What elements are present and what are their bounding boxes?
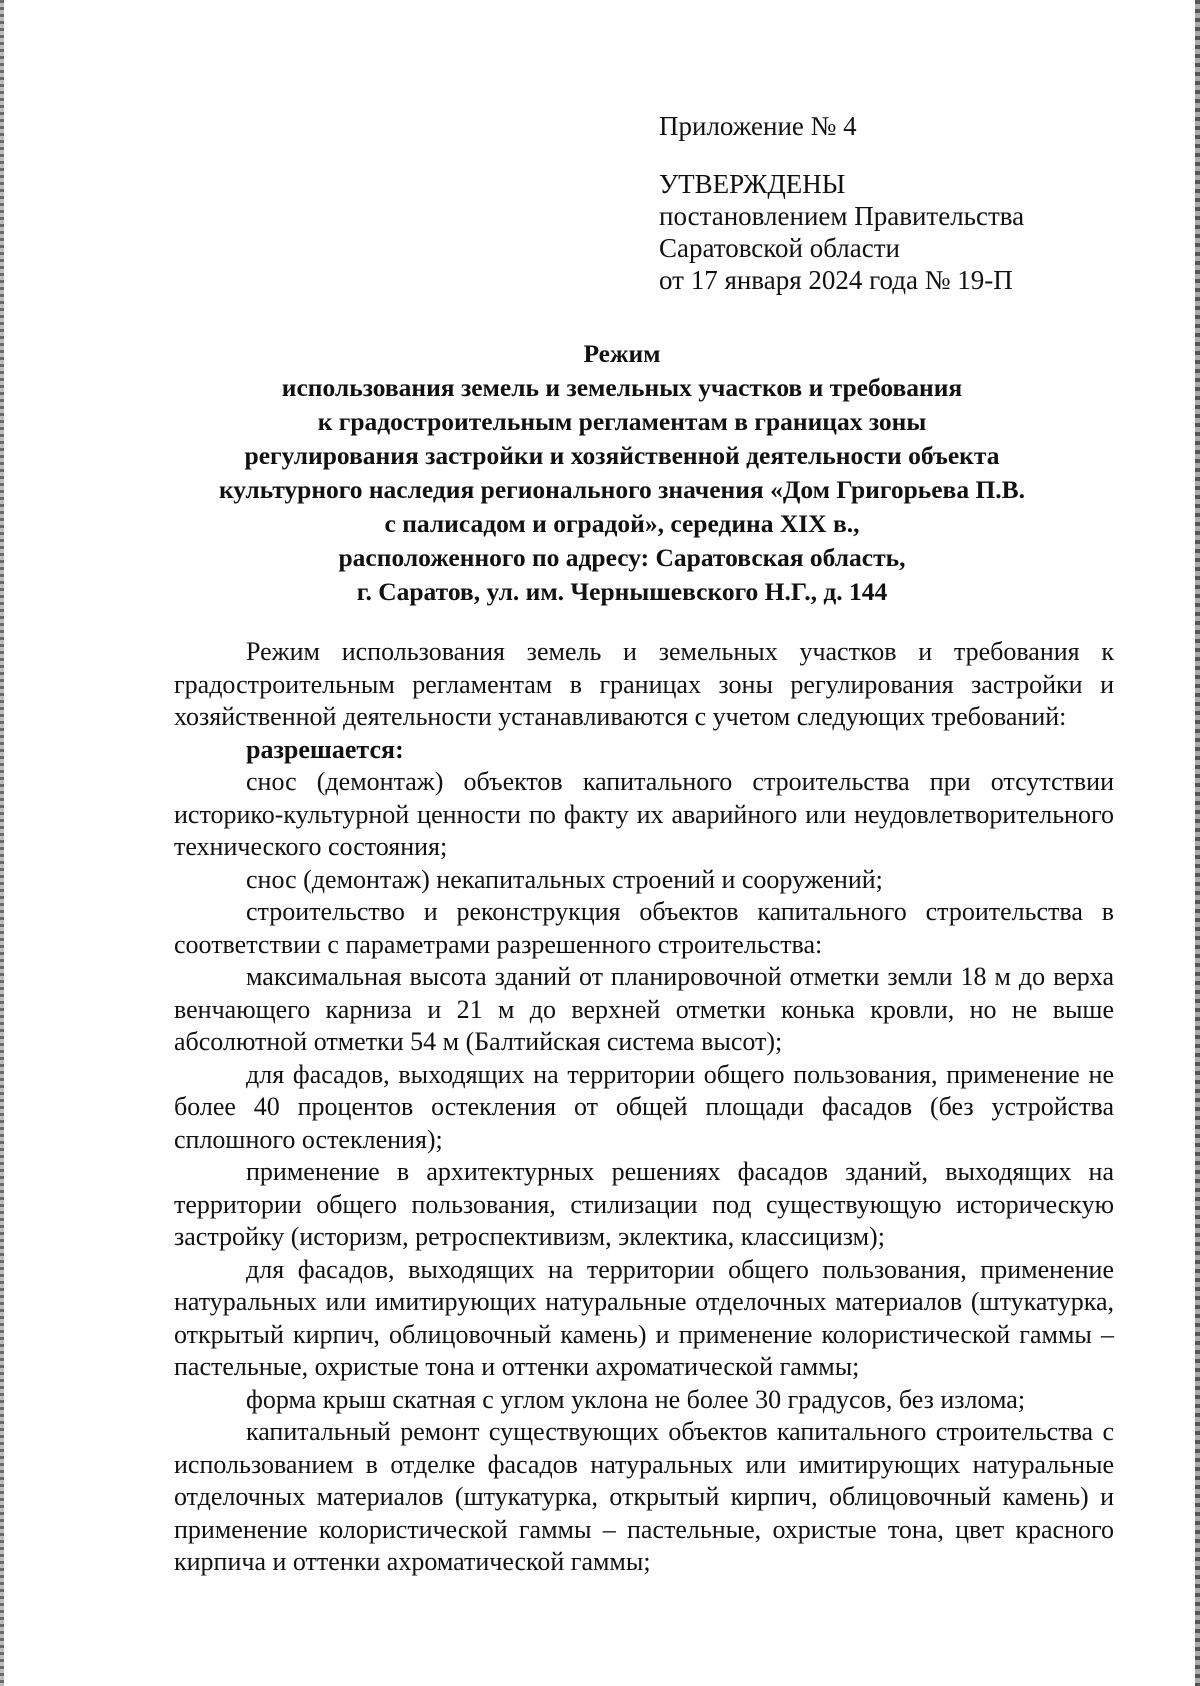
approval-date: от 17 января 2024 года № 19-П xyxy=(659,265,1013,295)
scan-edge-right xyxy=(1195,0,1200,1686)
body-paragraph: форма крыш скатная с углом уклона не более 30 градусов, без излома; xyxy=(246,1384,1026,1414)
title-line: с палисадом и оградой», середина XIX в., xyxy=(384,509,860,538)
title-line: использования земель и земельных участков и требования xyxy=(281,373,963,402)
body-paragraph: для фасадов, выходящих на территории общего пользования, применение натуральных или имитирующих натуральные отделочных материалов (штукатурка, открытый кирпич, облицовочный камень) и применение колористической гаммы – пастельные, охристые тона и оттенки ахроматической гаммы; xyxy=(174,1254,1114,1381)
body-paragraph: строительство и реконструкция объектов капитального строительства в соответствии с параметрами разрешенного строительства: xyxy=(174,897,1114,959)
body-paragraph: для фасадов, выходящих на территории общего пользования, применение не более 40 процентов остекления от общей площади фасадов (без устройства сплошного остекления); xyxy=(174,1059,1114,1154)
title-line: регулирования застройки и хозяйственной деятельности объекта xyxy=(244,441,1000,470)
title-line: расположенного по адресу: Саратовская область, xyxy=(338,543,906,572)
approval-line: постановлением Правительства xyxy=(659,201,1025,231)
body-paragraph: снос (демонтаж) объектов капитального строительства при отсутствии историко-культурной ценности по факту их аварийного или неудовлетворительного технического состояния; xyxy=(174,767,1114,861)
body-paragraph: максимальная высота зданий от планировочной отметки земли 18 м до верха венчающего карниза и 21 м до верхней отметки конька кровли, но не выше абсолютной отметки 54 м (Балтийская система высот); xyxy=(174,962,1114,1056)
title-line: к градостроительным регламентам в границах зоны xyxy=(317,407,927,436)
appendix-number: Приложение № 4 xyxy=(659,111,857,141)
allowed-heading: разрешается: xyxy=(246,734,404,764)
title-line: культурного наследия регионального значения «Дом Григорьева П.В. xyxy=(218,475,1026,504)
body-paragraph: применение в архитектурных решениях фасадов зданий, выходящих на территории общего пользования, стилизации под существующую историческую застройку (историзм, ретроспективизм, эклектика, классицизм); xyxy=(174,1157,1114,1251)
title-line: Режим xyxy=(583,339,661,368)
document-title xyxy=(172,337,1072,609)
intro-paragraph: Режим использования земель и земельных участков и требования к градостроительным регламентам в границах зоны регулирования застройки и хозяйственной деятельности устанавливаются с учетом следующих требований: xyxy=(174,637,1114,731)
body-paragraph: снос (демонтаж) некапитальных строений и сооружений; xyxy=(246,864,883,894)
scan-edge-left xyxy=(0,0,4,1686)
title-line: г. Саратов, ул. им. Чернышевского Н.Г., д. 144 xyxy=(356,577,888,606)
approval-line: Саратовской области xyxy=(659,233,900,263)
approval-block xyxy=(659,110,1024,296)
approved-label: УТВЕРЖДЕНЫ xyxy=(659,169,846,199)
body-paragraph: капитальный ремонт существующих объектов капитального строительства с использованием в отделке фасадов натуральных или имитирующих натуральные отделочных материалов (штукатурка, открытый кирпич, облицовочный камень) и применение колористической гаммы – пастельные, охристые тона, цвет красного кирпича и оттенки ахроматической гаммы; xyxy=(174,1417,1114,1576)
document-body xyxy=(174,636,1114,1579)
